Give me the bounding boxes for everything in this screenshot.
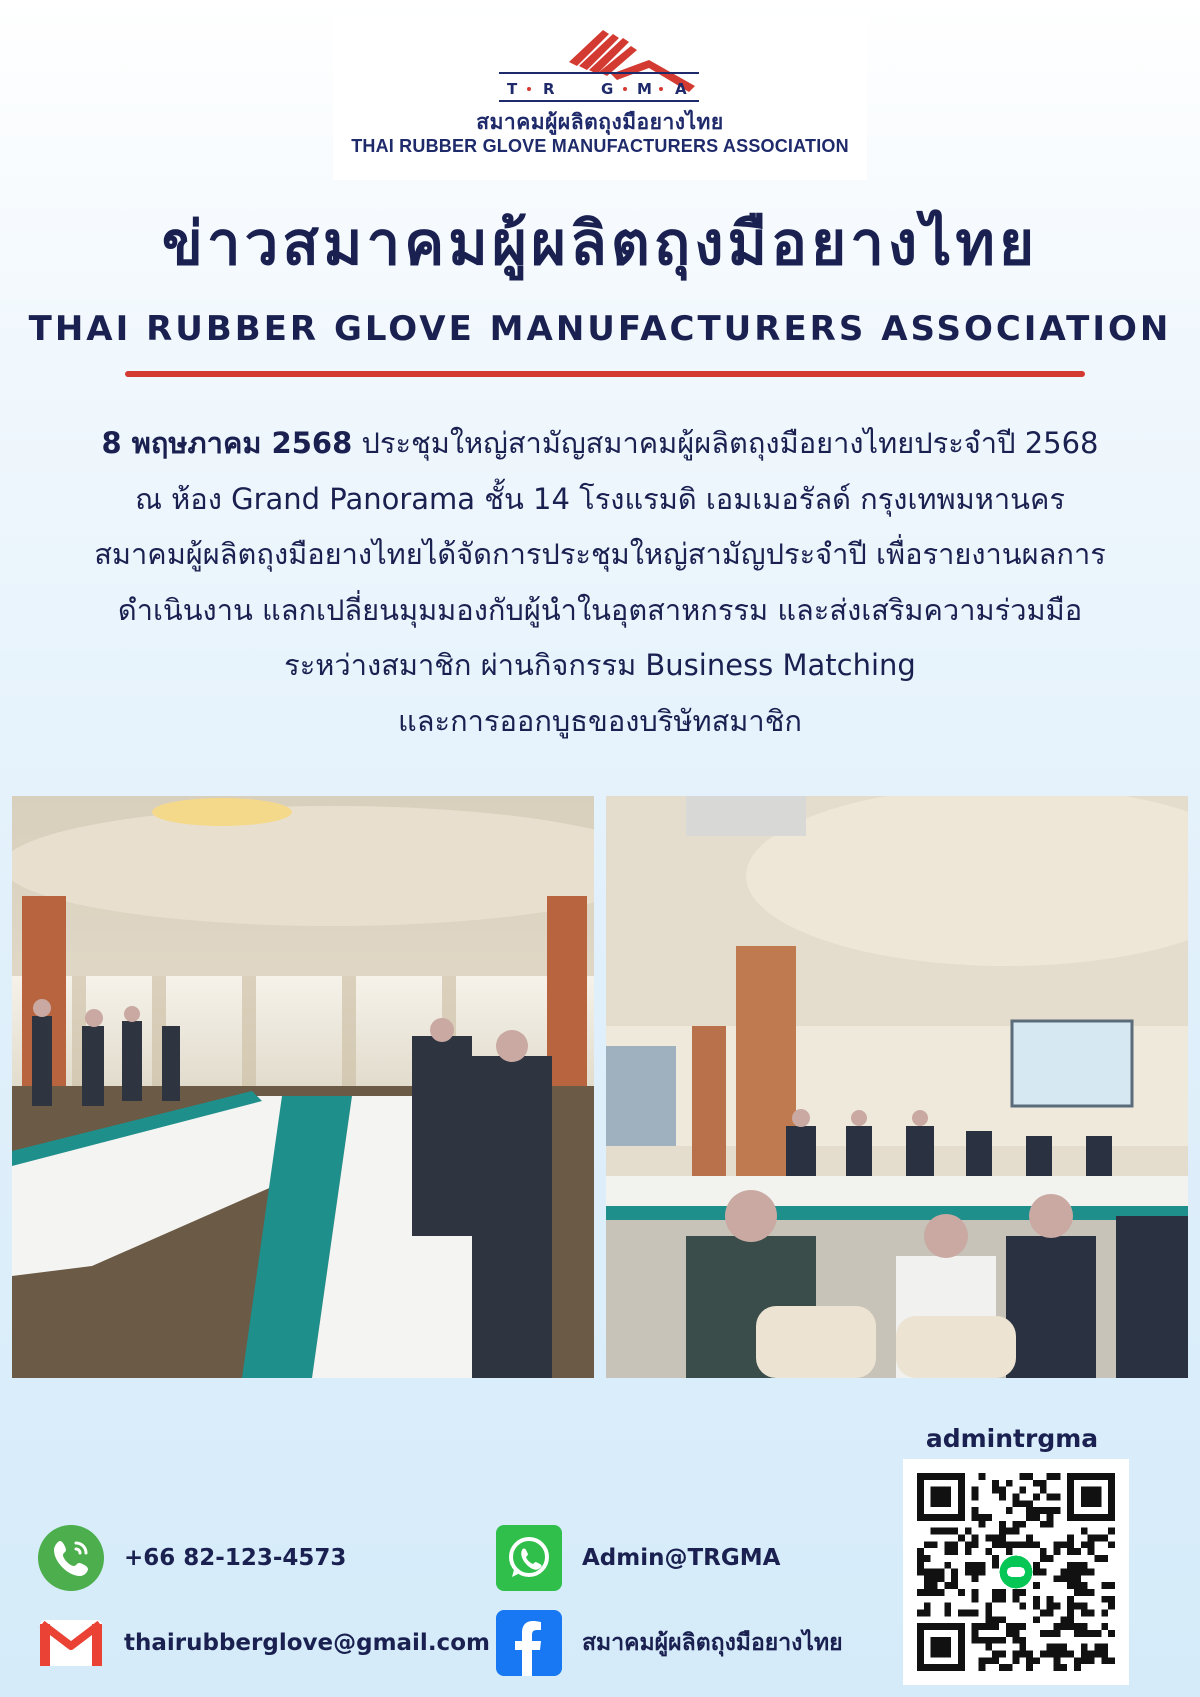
news-body [20,416,1180,749]
qr-code[interactable] [903,1459,1129,1685]
logo-letter-m: M [637,80,652,98]
whatsapp-handle[interactable]: Admin@TRGMA [582,1545,781,1571]
meeting-photo-right [606,796,1188,1378]
news-line-5: ระหว่างสมาชิก ผ่านกิจกรรม Business Matching [284,648,916,682]
news-line-1-text: ประชุมใหญ่สามัญสมาคมผู้ผลิตถุงมือยางไทยประจำปี 2568 [352,426,1099,460]
logo-thai-name: สมาคมผู้ผลิตถุงมือยางไทย [476,110,724,134]
association-logo [333,18,867,180]
phone-number[interactable]: +66 82-123-4573 [124,1545,347,1571]
facebook-icon [496,1610,562,1676]
news-line-3: สมาคมผู้ผลิตถุงมือยางไทยได้จัดการประชุมใหญ่สามัญประจำปี เพื่อรายงานผลการ [94,537,1106,571]
logo-letter-t: T [507,80,518,98]
line-id-label: admintrgma [925,1424,1099,1453]
contact-facebook[interactable] [496,1610,843,1676]
meeting-photo-left [12,796,594,1378]
news-line-2: ณ ห้อง Grand Panorama ชั้น 14 โรงแรมดิ เอมเมอรัลด์ กรุงเทพมหานคร [135,481,1065,516]
email-address[interactable]: thairubberglove@gmail.com [124,1630,490,1656]
news-line-1 [20,416,1180,472]
gmail-icon [38,1610,104,1676]
logo-english-name: THAI RUBBER GLOVE MANUFACTURERS ASSOCIATION [351,136,849,156]
whatsapp-icon [496,1525,562,1591]
glove-logo-mark [499,26,699,116]
logo-letter-g: G [601,80,614,98]
contact-whatsapp[interactable] [496,1525,780,1591]
contact-phone[interactable] [38,1525,346,1591]
headline-english: THAI RUBBER GLOVE MANUFACTURERS ASSOCIATION [28,309,1172,349]
headline-thai: ข่าวสมาคมผู้ผลิตถุงมือยางไทย [161,209,1039,279]
news-line-4: ดำเนินงาน แลกเปลี่ยนมุมมองกับผู้นำในอุตสาหกรรม และส่งเสริมความร่วมมือ [117,592,1083,627]
headline-divider [125,371,1085,377]
facebook-page[interactable]: สมาคมผู้ผลิตถุงมือยางไทย [582,1630,843,1656]
logo-letter-a: A [675,80,687,98]
phone-icon [38,1525,104,1591]
news-date: 8 พฤษภาคม 2568 [101,426,353,460]
logo-letter-r: R [543,80,555,98]
qr-code-icon [917,1473,1115,1671]
contact-email[interactable] [38,1610,490,1676]
news-line-6: และการออกบูธของบริษัทสมาชิก [398,703,802,738]
